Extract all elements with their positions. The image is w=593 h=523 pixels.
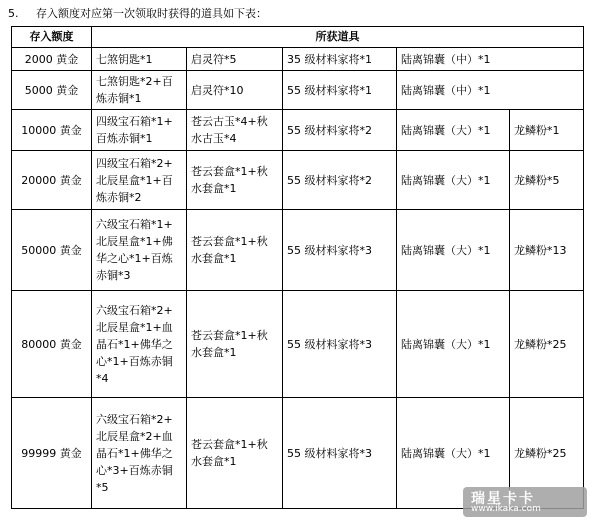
deposit-amount-cell: 80000 黄金 [12, 291, 92, 398]
cell-text-line: 晶石*1+佛华之 [96, 446, 173, 460]
cell-text-line: 六级宝石箱*2+ [96, 412, 173, 426]
reward-powder-cell [510, 210, 584, 291]
reward-pouch-cell [397, 151, 510, 210]
reward-retainer-cell [283, 48, 397, 71]
cell-text-line: 启灵符*10 [191, 83, 244, 97]
section-heading [8, 6, 267, 22]
reward-pouch-cell [397, 291, 510, 398]
cell-text-line: 北辰星盒*2+血 [96, 429, 173, 443]
cell-text-line: 北辰星盒*1+百 [96, 173, 173, 187]
reward-retainer-cell [283, 110, 397, 151]
reward-pouch-cell [397, 48, 584, 71]
reward-bundle-cell [92, 71, 187, 110]
table-row [12, 110, 584, 151]
reward-retainer-cell [283, 210, 397, 291]
reward-bundle-cell [92, 48, 187, 71]
reward-bundle-cell [92, 151, 187, 210]
reward-bundle-cell [92, 110, 187, 151]
cell-text-line: 北辰星盒*1+血 [96, 320, 173, 334]
cell-text-line: 55 级材料家将*3 [287, 446, 372, 460]
cell-text-line: 四级宝石箱*1+ [96, 115, 173, 128]
reward-powder-cell [510, 110, 584, 151]
table-row [12, 48, 584, 71]
cell-text-line: 七煞钥匙*2+百 [96, 75, 173, 88]
cell-text-line: 赤铜*3 [96, 269, 131, 282]
cell-text-line: 心*3+百炼赤铜 [96, 463, 173, 477]
reward-item-cell [187, 48, 283, 71]
cell-text-line: 龙鳞粉*25 [514, 446, 567, 460]
cell-text-line: 龙鳞粉*25 [514, 337, 567, 351]
header-items: 所获道具 [92, 27, 584, 48]
heading-text: 存入额度对应第一次领取时获得的道具如下表： [36, 7, 267, 20]
reward-retainer-cell [283, 151, 397, 210]
watermark-url: www.ikaka.com [471, 504, 541, 514]
heading-number: 5. [8, 7, 19, 20]
cell-text-line: 苍云套盒*1+秋 [191, 438, 268, 451]
deposit-amount-cell: 99999 黄金 [12, 398, 92, 509]
deposit-amount-cell: 20000 黄金 [12, 151, 92, 210]
reward-pouch-cell [397, 71, 584, 110]
cell-text-line: 水套盒*1 [191, 346, 237, 359]
reward-item-cell [187, 398, 283, 509]
cell-text-line: 55 级材料家将*2 [287, 173, 372, 187]
cell-text-line: 陆离锦囊（中）*1 [401, 52, 491, 66]
deposit-amount-cell: 10000 黄金 [12, 110, 92, 151]
cell-text-line: 55 级材料家将*3 [287, 337, 372, 351]
cell-text-line: 炼赤铜*1 [96, 92, 142, 105]
reward-retainer-cell [283, 71, 397, 110]
reward-powder-cell [510, 151, 584, 210]
cell-text-line: 55 级材料家将*3 [287, 243, 372, 257]
cell-text-line: 35 级材料家将*1 [287, 52, 372, 66]
cell-text-line: 龙鳞粉*5 [514, 173, 560, 187]
cell-text-line: 陆离锦囊（中）*1 [401, 83, 491, 97]
cell-text-line: *4 [96, 371, 109, 385]
rewards-table [11, 26, 584, 509]
cell-text-line: 55 级材料家将*2 [287, 123, 372, 137]
header-amount: 存入额度 [12, 27, 92, 48]
table-row [12, 291, 584, 398]
reward-item-cell [187, 210, 283, 291]
cell-text-line: 陆离锦囊（大）*1 [401, 173, 491, 187]
cell-text-line: 苍云套盒*1+秋 [191, 165, 268, 178]
cell-text-line: 百炼赤铜*1 [96, 132, 153, 145]
table-row [12, 151, 584, 210]
site-watermark [463, 487, 587, 517]
cell-text-line: 六级宝石箱*1+ [96, 218, 173, 231]
cell-text-line: 陆离锦囊（大）*1 [401, 446, 491, 460]
reward-bundle-cell [92, 210, 187, 291]
reward-retainer-cell [283, 398, 397, 509]
cell-text-line: 七煞钥匙*1 [96, 52, 153, 66]
cell-text-line: 六级宝石箱*2+ [96, 303, 173, 317]
deposit-amount-cell: 5000 黄金 [12, 71, 92, 110]
deposit-amount-cell: 50000 黄金 [12, 210, 92, 291]
cell-text-line: 启灵符*5 [191, 52, 237, 66]
table-body [12, 48, 584, 509]
cell-text-line: 华之心*1+百炼 [96, 252, 173, 265]
reward-item-cell [187, 110, 283, 151]
table-header-row [12, 27, 584, 48]
table-row [12, 71, 584, 110]
cell-text-line: 55 级材料家将*1 [287, 83, 372, 97]
cell-text-line: 陆离锦囊（大）*1 [401, 123, 491, 137]
reward-bundle-cell [92, 398, 187, 509]
watermark-logo-text: 瑞星卡卡 [471, 491, 535, 507]
cell-text-line: 水套盒*1 [191, 252, 237, 265]
cell-text-line: 水古玉*4 [191, 132, 237, 145]
reward-pouch-cell [397, 110, 510, 151]
reward-pouch-cell [397, 210, 510, 291]
cell-text-line: 心*1+百炼赤铜 [96, 354, 173, 368]
cell-text-line: 北辰星盒*1+佛 [96, 235, 173, 248]
cell-text-line: 四级宝石箱*2+ [96, 156, 173, 170]
cell-text-line: 炼赤铜*2 [96, 190, 142, 204]
reward-item-cell [187, 291, 283, 398]
reward-powder-cell [510, 291, 584, 398]
reward-retainer-cell [283, 291, 397, 398]
cell-text-line: 水套盒*1 [191, 182, 237, 195]
cell-text-line: *5 [96, 480, 109, 494]
reward-item-cell [187, 71, 283, 110]
cell-text-line: 陆离锦囊（大）*1 [401, 337, 491, 351]
cell-text-line: 苍云套盒*1+秋 [191, 329, 268, 342]
cell-text-line: 苍云古玉*4+秋 [191, 115, 268, 128]
table-row [12, 210, 584, 291]
reward-bundle-cell [92, 291, 187, 398]
cell-text-line: 苍云套盒*1+秋 [191, 235, 268, 248]
reward-item-cell [187, 151, 283, 210]
deposit-amount-cell: 2000 黄金 [12, 48, 92, 71]
cell-text-line: 龙鳞粉*13 [514, 243, 567, 257]
cell-text-line: 晶石*1+佛华之 [96, 337, 173, 351]
cell-text-line: 水套盒*1 [191, 455, 237, 468]
cell-text-line: 龙鳞粉*1 [514, 123, 560, 137]
cell-text-line: 陆离锦囊（大）*1 [401, 243, 491, 257]
